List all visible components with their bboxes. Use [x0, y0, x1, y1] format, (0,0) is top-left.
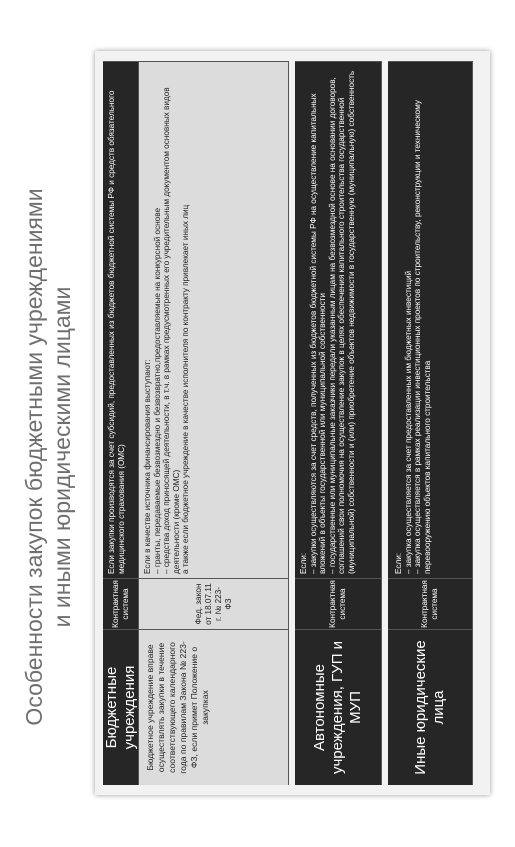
table-panel	[95, 51, 490, 795]
row-note: Бюджетное учреждение вправе осуществлять закупки в течение соответствующего календарного года по правилам Закона № 223-ФЗ, если примет Положение о закупках	[139, 629, 289, 785]
desc-line: – закупка осуществляется за счет предоставленных им бюджетных инвестиций	[403, 270, 413, 574]
row-budget-institutions	[103, 61, 289, 785]
row-law: Фед. закон от 18.07.11 г. № 223-ФЗ	[139, 578, 289, 629]
row-other-legal-entities	[388, 61, 473, 785]
row-system: Контрактная система	[388, 578, 473, 629]
desc-line: Если:	[394, 552, 403, 574]
desc-line: Если:	[299, 552, 308, 574]
desc-line: – закупки осуществляются за счет средств, полученных из бюджетов бюджетной системы РФ на осуществление капитальных вложений в объекты государственной или муниципальной собственности	[308, 93, 328, 574]
row-desc-top: Если закупки производятся за счет субсидий, предоставленных из бюджетов бюджетной системы РФ и средств обязательного медицинского страхования (ОМС)	[103, 61, 139, 578]
title-line-1: Особенности закупок бюджетными учреждениями	[21, 188, 47, 726]
desc-line: – закупка осуществляется в рамках реализации инвестиционных проектов по строительству, реконструкции и техническому перевооружению объектов капитального строительства	[413, 100, 432, 574]
row-system: Контрактная система	[103, 578, 139, 629]
desc-line: – государственные или муниципальные заказчики передали указанным лицам на безвозмездной основе на основании договоров, соглашений свои полномочия на осуществление закупок в целях обеспечения капитального строительства государственной (муниципальной) собственности и (или) приобретение объектов недвижимости в государственную (муниципальную) собственность	[327, 70, 356, 574]
desc-line: Если в качестве источника финансирования выступают:	[143, 359, 152, 574]
row-desc-bottom	[139, 61, 289, 578]
row-name: Иные юридические лица	[388, 629, 473, 785]
row-name: Бюджетные учреждения	[103, 629, 139, 785]
row-system: Контрактная система	[295, 578, 382, 629]
procurement-table	[103, 61, 473, 785]
row-desc	[295, 61, 382, 578]
desc-line: – средства доход приносящей деятельности, в т.ч. в рамках предусмотренных его учредительным документом основных видов деятельности (кроме ОМС)	[162, 87, 181, 574]
row-autonomous-institutions	[295, 61, 382, 785]
title-line-2: и иными юридическими лицами	[49, 286, 75, 628]
desc-line: – гранты, передаваемые безвозмездно и безвозвратно,предоставляемые на конкурсной основе	[152, 207, 162, 574]
desc-line: а также если бюджетное учреждение в качестве исполнителя по контракту привлекает иных лиц	[181, 204, 191, 574]
row-name: Автономные учреждения, ГУП и МУП	[295, 629, 382, 785]
row-desc	[388, 61, 473, 578]
slide-title	[20, 107, 76, 807]
